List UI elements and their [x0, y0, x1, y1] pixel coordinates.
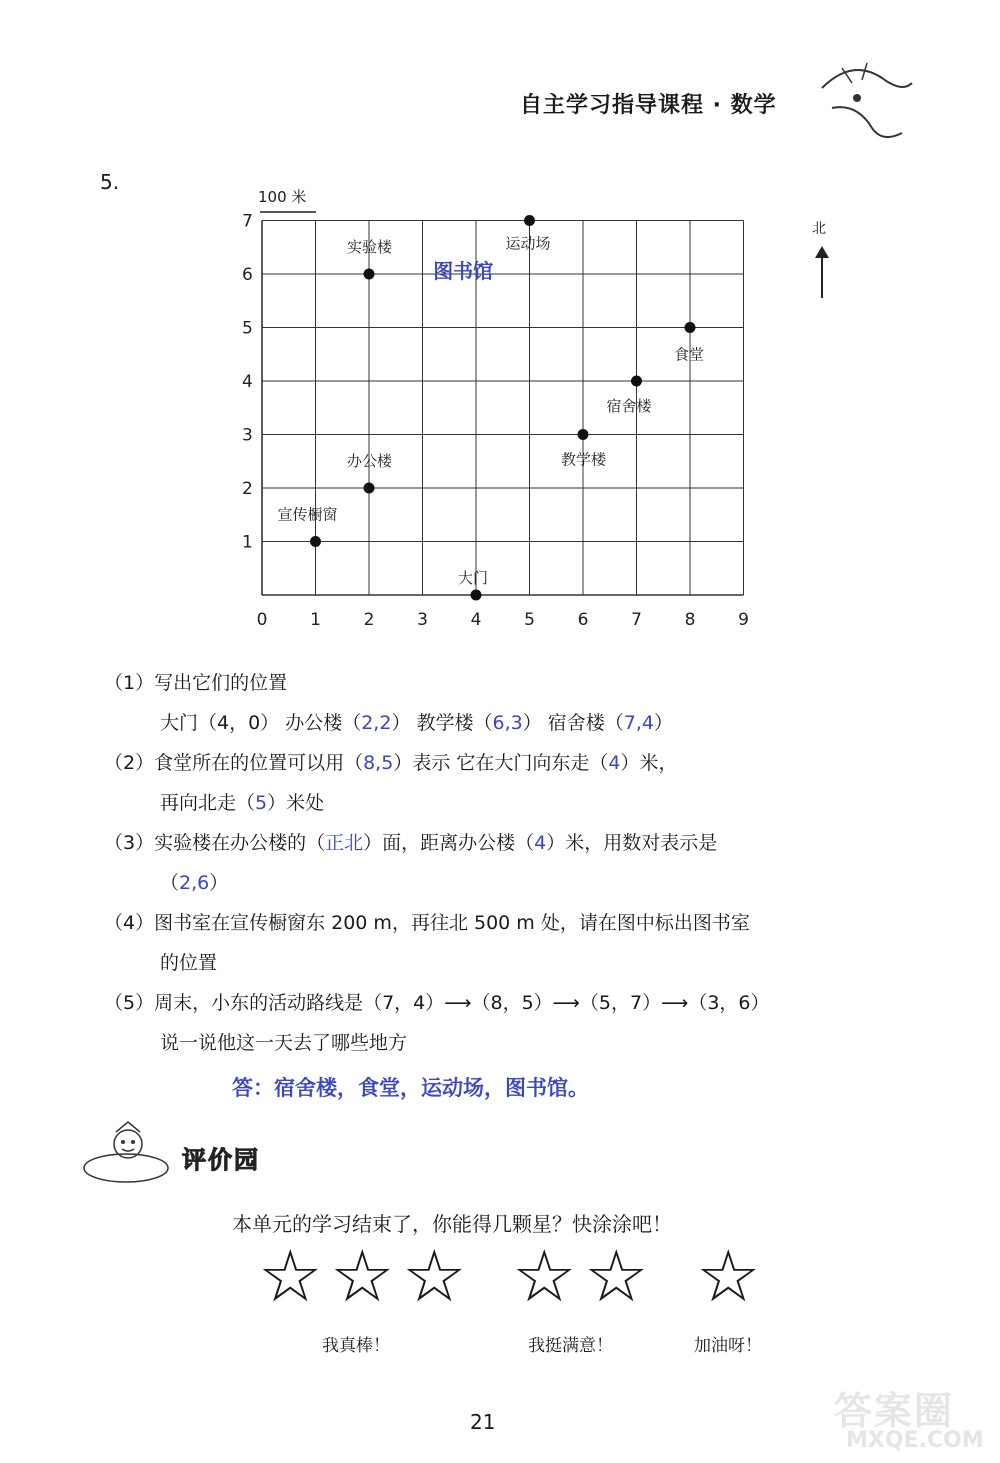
q1-text-mid1: ） 教学楼（: [391, 712, 493, 734]
q1-text-end: ）: [653, 712, 673, 734]
q3-line2: [160, 868, 228, 895]
q1-line: [160, 708, 673, 735]
watermark: 答案圈: [834, 1389, 955, 1433]
data-point-label: 宿舍楼: [606, 397, 652, 415]
q2-answer-east: 4: [608, 752, 621, 774]
q1-answer-teaching: 6,3: [492, 712, 523, 734]
q2-text1: （2）食堂所在的位置可以用（: [104, 752, 364, 774]
q3-text3: ）米，用数对表示是: [546, 832, 718, 854]
q2-text3: ）米，: [620, 752, 678, 774]
x-tick-label: 5: [524, 610, 535, 630]
y-tick-label: 6: [242, 265, 253, 285]
y-tick-label: 7: [242, 211, 253, 232]
scale-label: 100 米: [258, 188, 307, 206]
y-tick-label: 2: [242, 479, 253, 499]
evaluation-title: 评价园: [182, 1146, 260, 1174]
q2-line1: [104, 748, 677, 775]
q3-answer-direction: 正北: [325, 832, 364, 854]
star-icon[interactable]: ☆: [512, 1234, 577, 1318]
north-arrow-icon: [810, 244, 834, 300]
q1-label: （1）写出它们的位置: [104, 672, 288, 694]
watermark-url: MXQE.COM: [846, 1428, 984, 1453]
x-tick-label: 6: [577, 610, 589, 630]
final-answer: 答：宿舍楼，食堂，运动场，图书馆。: [232, 1076, 589, 1100]
star-caption-keep-going: 加油呀！: [694, 1336, 762, 1356]
data-point-label: 大门: [458, 569, 489, 587]
q3-answer-pair: 2,6: [179, 872, 210, 894]
data-point: [524, 215, 535, 226]
q2-line2-text2: ）米处: [267, 792, 325, 814]
data-point-label: 教学楼: [561, 450, 607, 469]
q1-answer-dorm: 7,4: [623, 712, 654, 734]
star-icon[interactable]: ☆: [330, 1234, 395, 1318]
data-point-label: 运动场: [505, 234, 551, 253]
q2-answer-pair: 8,5: [363, 752, 394, 774]
q3-line2-close: ）: [209, 872, 229, 894]
cartoon-character-icon: [76, 1118, 176, 1188]
library-handwritten-label: 图书馆: [433, 259, 494, 283]
q1-text-mid2: ） 宿舍楼（: [522, 712, 624, 734]
star-icon[interactable]: ☆: [258, 1234, 323, 1318]
evaluation-prompt: 本单元的学习结束了，你能得几颗星？快涂涂吧！: [232, 1212, 672, 1236]
data-point: [310, 536, 321, 547]
x-tick-label: 0: [256, 610, 268, 630]
q3-line2-open: （: [160, 872, 180, 894]
star-caption-great: 我真棒！: [322, 1336, 390, 1356]
q3-line1: [104, 828, 717, 855]
data-point: [578, 429, 589, 440]
q2-answer-north: 5: [255, 792, 268, 814]
q2-line2: [160, 788, 324, 815]
data-point: [364, 269, 375, 280]
page-header-title: 自主学习指导课程 · 数学: [520, 93, 777, 118]
question-number: 5.: [100, 170, 120, 194]
y-tick-label: 3: [242, 425, 253, 446]
q2-line2-text1: 再向北走（: [160, 792, 256, 814]
x-tick-label: 1: [310, 610, 321, 630]
x-tick-label: 2: [363, 610, 375, 630]
data-point: [631, 376, 642, 387]
y-tick-label: 5: [242, 318, 253, 339]
data-point-label: 宣传橱窗: [277, 505, 338, 524]
q1-answer-office: 2,2: [361, 712, 392, 734]
north-label: 北: [812, 221, 826, 237]
x-tick-label: 7: [631, 610, 642, 630]
star-caption-satisfied: 我挺满意！: [528, 1336, 613, 1356]
q4-line2: 的位置: [160, 952, 218, 974]
data-point-label: 实验楼: [347, 238, 393, 256]
q3-answer-distance: 4: [534, 832, 547, 854]
decorative-sketch-icon: [812, 48, 922, 148]
y-tick-label: 1: [242, 532, 253, 553]
page-number: 21: [470, 1410, 496, 1434]
data-point-label: 食堂: [674, 345, 705, 364]
x-tick-label: 4: [470, 610, 482, 630]
q3-text2: ）面，距离办公楼（: [363, 832, 535, 854]
star-icon[interactable]: ☆: [584, 1234, 649, 1318]
x-tick-label: 8: [684, 610, 696, 630]
star-icon[interactable]: ☆: [402, 1234, 467, 1318]
q3-text1: （3）实验楼在办公楼的（: [104, 832, 326, 854]
q4-line1: （4）图书室在宣传橱窗东 200 m，再往北 500 m 处，请在图中标出图书室: [104, 912, 750, 934]
data-point: [685, 322, 696, 333]
x-tick-label: 3: [417, 610, 428, 630]
q5-line1: （5）周末，小东的活动路线是（7，4）⟶（8，5）⟶（5，7）⟶（3，6）: [104, 992, 770, 1014]
x-tick-label: 9: [738, 610, 749, 630]
q2-text2: ）表示 它在大门向东走（: [393, 752, 609, 774]
data-point: [364, 483, 375, 494]
coordinate-grid-chart: [240, 205, 780, 635]
star-icon[interactable]: ☆: [696, 1234, 761, 1318]
y-tick-label: 4: [242, 372, 253, 392]
q1-text: 大门（4，0） 办公楼（: [160, 712, 362, 734]
data-point: [471, 590, 482, 601]
q5-line2: 说一说他这一天去了哪些地方: [160, 1032, 408, 1054]
data-point-label: 办公楼: [347, 452, 393, 470]
